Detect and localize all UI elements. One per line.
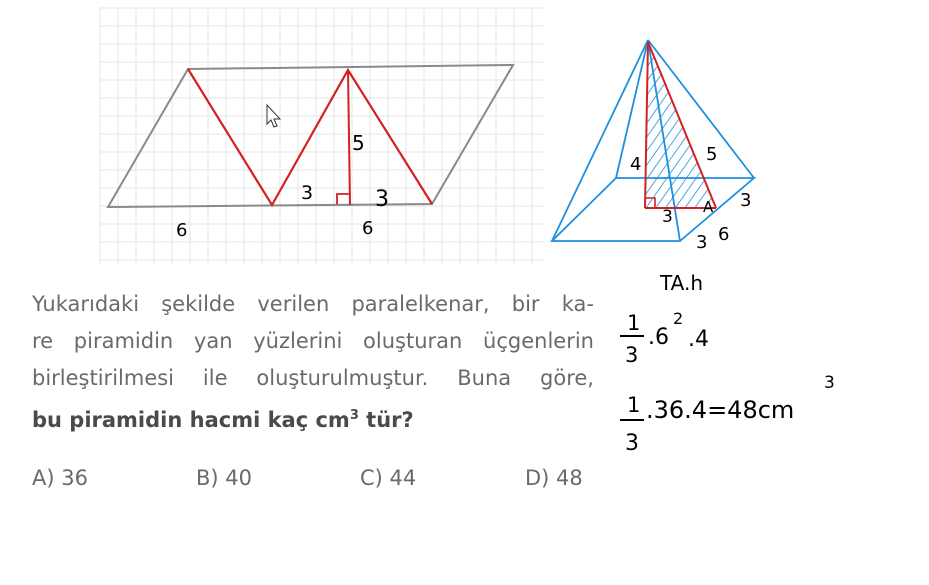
question-line-2: re piramidin yan yüzlerini oluşturan üçgenlerin: [32, 329, 594, 353]
pyramid-figure: [552, 40, 754, 253]
question-text: [32, 286, 594, 439]
right-angle-mark: [337, 194, 350, 204]
pyramid-label-foot: A: [703, 198, 714, 216]
step1-denominator: 3: [625, 343, 639, 367]
label-left-base: 6: [176, 220, 188, 241]
step2-numerator: 1: [627, 393, 641, 417]
step2-denominator: 3: [625, 431, 639, 456]
parallelogram-figure: [108, 65, 513, 241]
option-d[interactable]: D) 48: [525, 466, 583, 490]
step2-rest: .36.4=48cm: [646, 396, 795, 424]
handwritten-solution: [620, 271, 835, 456]
option-b[interactable]: B) 40: [196, 466, 252, 490]
triangle-height-line: [348, 70, 350, 205]
edge-front-left: [552, 40, 648, 241]
formula-text: TA.h: [660, 271, 704, 295]
step1-tail: .4: [688, 327, 709, 352]
pyramid-label-edge-right: 3: [740, 190, 752, 211]
question-superscript: 3: [349, 408, 359, 423]
pyramid-label-inner-half: 3: [662, 207, 673, 227]
grid-background: [100, 8, 545, 265]
question-line-3: birleştirilmesi ile oluşturulmuştur. Buna göre,: [32, 366, 594, 390]
question-prefix: bu piramidin hacmi kaç cm: [32, 408, 350, 432]
label-right-base: 6: [362, 218, 374, 239]
question-suffix: tür?: [358, 408, 414, 432]
pyramid-label-slant: 5: [706, 144, 718, 165]
step1-numerator: 1: [627, 311, 641, 335]
label-half-base-right: 3: [375, 187, 389, 212]
pyramid-label-edge-front: 3: [696, 232, 708, 253]
pyramid-label-height: 4: [630, 154, 642, 175]
pyramid-label-base-side: 6: [718, 224, 730, 245]
option-c[interactable]: C) 44: [360, 466, 417, 490]
step1-rest: .6: [648, 325, 669, 350]
label-half-base: 3: [301, 182, 314, 204]
option-a[interactable]: A) 36: [32, 466, 88, 490]
question-line-4: [32, 397, 594, 439]
step1-exponent: 2: [673, 309, 684, 328]
label-height: 5: [352, 131, 365, 155]
question-line-1: Yukarıdaki şekilde verilen paralelkenar, bir ka-: [32, 292, 594, 316]
step2-exponent: 3: [824, 373, 835, 393]
